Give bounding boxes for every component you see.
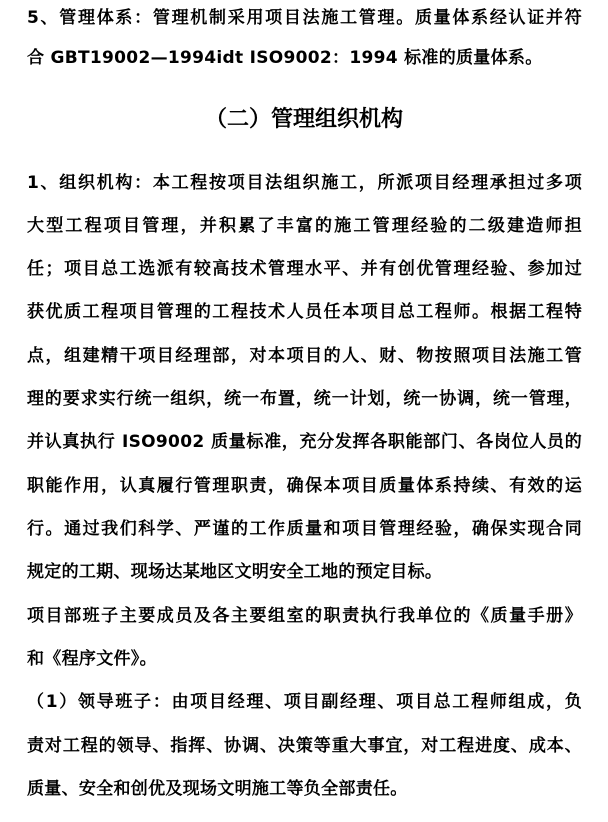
- org-line-2: 大型工程项目管理，并积累了丰富的施工管理经验的二级建造师担: [27, 216, 582, 236]
- org-line-5: 点，组建精干项目经理部，对本项目的人、财、物按照项目法施工管: [27, 346, 582, 366]
- leadership-line-1: （1）领导班子：由项目经理、项目副经理、项目总工程师组成，负: [27, 692, 582, 712]
- paragraph-5-line-1: 5、管理体系：管理机制采用项目法施工管理。质量体系经认证并符: [27, 8, 582, 28]
- leadership-line-2: 责对工程的领导、指挥、协调、决策等重大事宜，对工程进度、成本、: [27, 736, 582, 756]
- org-line-8: 职能作用，认真履行管理职责，确保本项目质量体系持续、有效的运: [27, 476, 582, 496]
- org-line-7: 并认真执行 ISO9002 质量标准，充分发挥各职能部门、各岗位人员的: [27, 432, 582, 452]
- section-heading: （二）管理组织机构: [204, 107, 403, 132]
- org-line-1: 1、组织机构：本工程按项目法组织施工，所派项目经理承担过多项: [27, 173, 582, 193]
- org-line-3: 任；项目总工选派有较高技术管理水平、并有创优管理经验、参加过: [27, 259, 582, 279]
- leadership-line-3: 质量、安全和创优及现场文明施工等负全部责任。: [27, 779, 408, 799]
- duties-line-2: 和《程序文件》。: [27, 649, 157, 669]
- duties-line-1: 项目部班子主要成员及各主要组室的职责执行我单位的《质量手册》: [27, 606, 582, 626]
- org-line-4: 获优质工程项目管理的工程技术人员任本项目总工程师。根据工程特: [27, 302, 582, 322]
- org-line-9: 行。通过我们科学、严谨的工作质量和项目管理经验，确保实现合同: [27, 519, 582, 539]
- org-line-6: 理的要求实行统一组织，统一布置，统一计划，统一协调，统一管理，: [27, 389, 582, 409]
- org-line-10: 规定的工期、现场达某地区文明安全工地的预定目标。: [27, 562, 443, 582]
- paragraph-5-line-2: 合 GBT19002—1994idt ISO9002：1994 标准的质量体系。: [27, 48, 543, 68]
